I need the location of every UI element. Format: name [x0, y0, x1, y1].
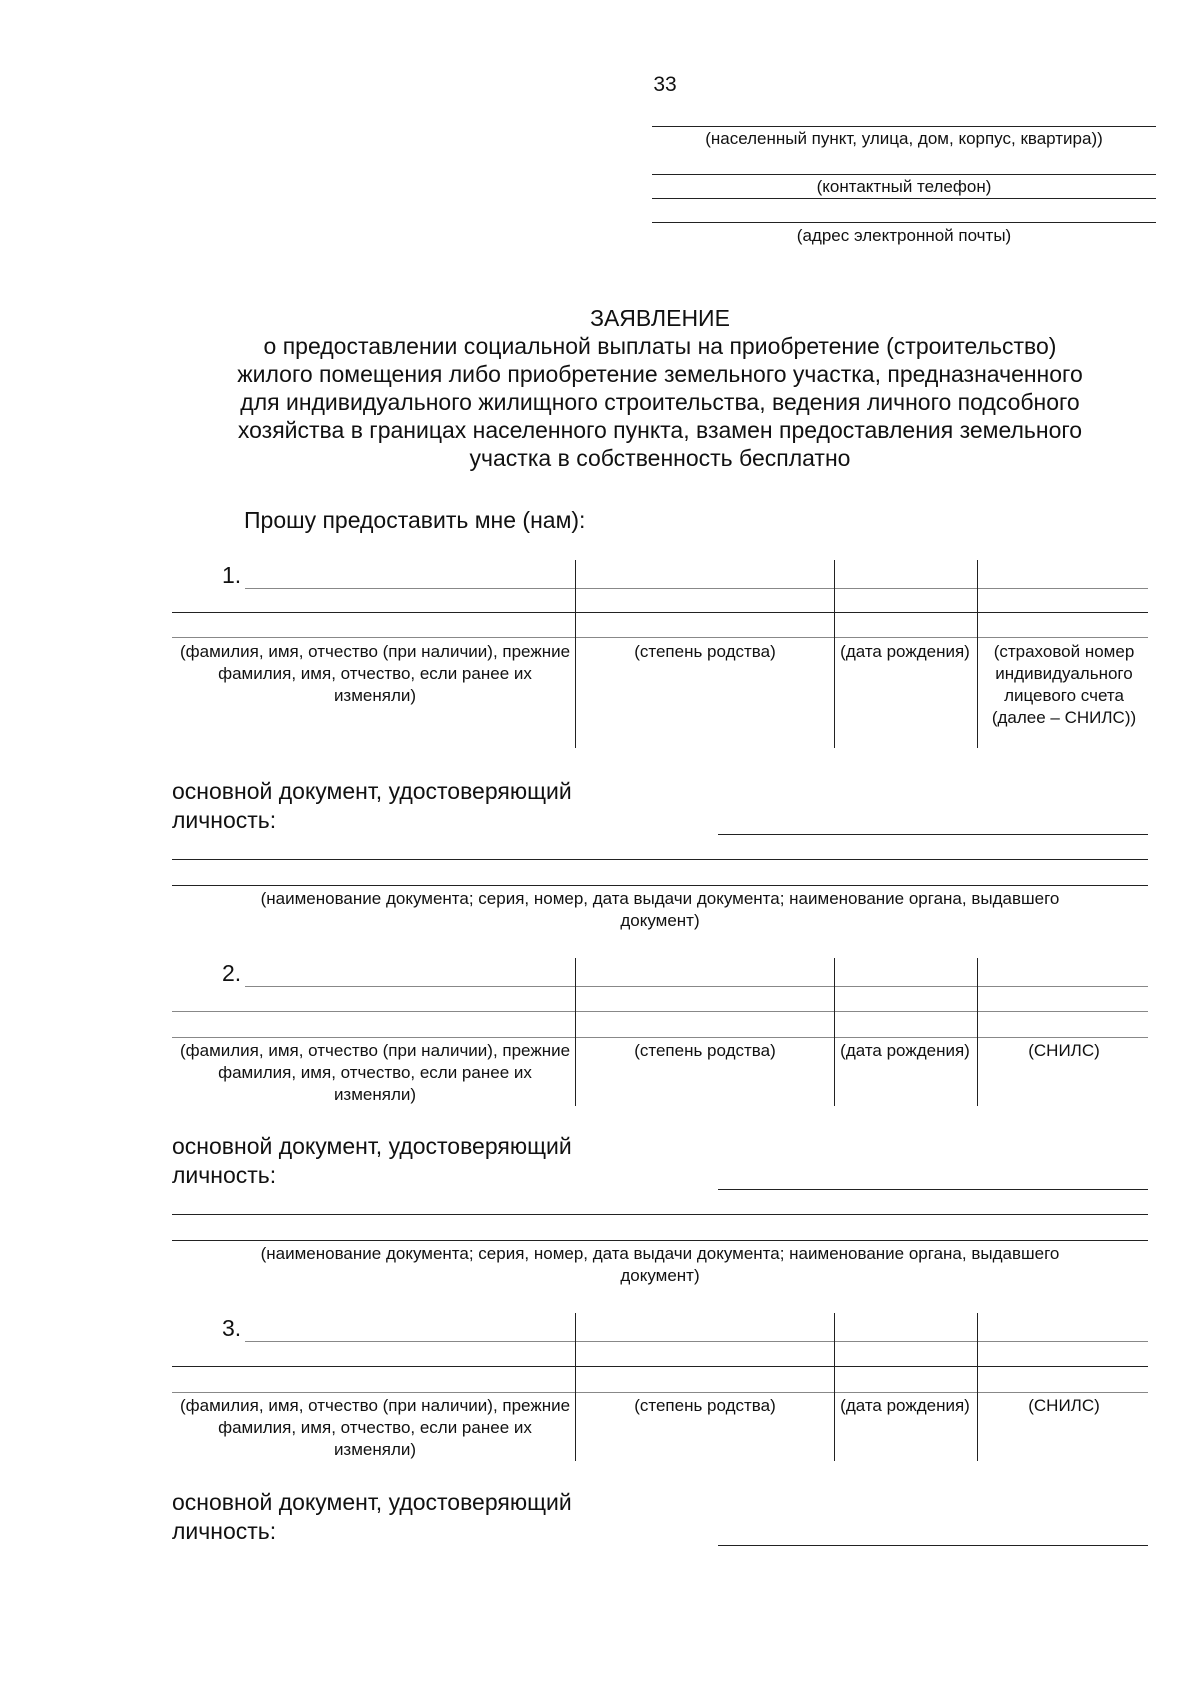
doc-label-1: основной документ, удостоверяющий [172, 1133, 572, 1159]
col-snils-caption: (СНИЛС) [1028, 1041, 1100, 1060]
relation-input-line[interactable] [576, 1341, 834, 1342]
title-line-5: участка в собственность бесплатно [469, 445, 851, 471]
doc-input-line[interactable] [718, 1189, 1148, 1190]
col-birth-caption: (дата рождения) [840, 642, 970, 661]
doc-caption: (наименование документа; серия, номер, дата выдачи документа; наименование органа, выдавшего документ) [260, 889, 1060, 930]
column-divider [575, 1313, 576, 1461]
col-birth-caption: (дата рождения) [840, 1041, 970, 1060]
column-divider [834, 1313, 835, 1461]
col-relation-caption: (степень родства) [634, 642, 776, 661]
doc-label-1: основной документ, удостоверяющий [172, 778, 572, 804]
row-line [172, 637, 1148, 638]
document-title [160, 304, 1160, 472]
doc-label-2: личность: [172, 1518, 277, 1544]
col-fio-caption: (фамилия, имя, отчество (при наличии), прежние фамилия, имя, отчество, если ранее их изменяли) [179, 1396, 571, 1459]
column-divider [977, 560, 978, 748]
title-line-1: о предоставлении социальной выплаты на приобретение (строительство) [263, 333, 1057, 359]
col-birth-caption: (дата рождения) [840, 1396, 970, 1415]
doc-label-2: личность: [172, 807, 277, 833]
title-line-2: жилого помещения либо приобретение земельного участка, предназначенного [237, 361, 1083, 387]
snils-input-line[interactable] [978, 986, 1148, 987]
col-snils-caption: (СНИЛС) [1028, 1396, 1100, 1415]
col-fio-caption: (фамилия, имя, отчество (при наличии), прежние фамилия, имя, отчество, если ранее их изменяли) [179, 642, 571, 705]
email-caption: (адрес электронной почты) [796, 226, 1012, 245]
column-divider [834, 560, 835, 748]
doc-input-line[interactable] [172, 885, 1148, 886]
address-field-line[interactable] [652, 126, 1156, 127]
fio-input-line[interactable] [245, 986, 575, 987]
snils-input-line[interactable] [978, 588, 1148, 589]
email-field-line[interactable] [652, 222, 1156, 223]
column-divider [977, 958, 978, 1106]
doc-input-line[interactable] [718, 834, 1148, 835]
person-number: 2. [222, 960, 242, 986]
title-line-4: хозяйства в границах населенного пункта, взамен предоставления земельного [237, 417, 1083, 443]
row-line [172, 1037, 1148, 1038]
row-line [172, 612, 1148, 613]
title-heading: ЗАЯВЛЕНИЕ [590, 305, 730, 331]
person-number: 1. [222, 562, 242, 588]
doc-input-line[interactable] [172, 1214, 1148, 1215]
doc-label-1: основной документ, удостоверяющий [172, 1489, 572, 1515]
fio-input-line[interactable] [245, 1341, 575, 1342]
birth-input-line[interactable] [835, 588, 977, 589]
fio-input-line[interactable] [245, 588, 575, 589]
doc-input-line[interactable] [718, 1545, 1148, 1546]
row-line [172, 1392, 1148, 1393]
page-number: 33 [653, 73, 677, 96]
row-line [172, 1011, 1148, 1012]
doc-caption: (наименование документа; серия, номер, дата выдачи документа; наименование органа, выдавшего документ) [260, 1244, 1060, 1285]
email-field-line-top [652, 198, 1156, 199]
snils-input-line[interactable] [978, 1341, 1148, 1342]
col-fio-caption: (фамилия, имя, отчество (при наличии), прежние фамилия, имя, отчество, если ранее их изменяли) [179, 1041, 571, 1104]
phone-caption: (контактный телефон) [816, 177, 992, 196]
birth-input-line[interactable] [835, 1341, 977, 1342]
relation-input-line[interactable] [576, 986, 834, 987]
relation-input-line[interactable] [576, 588, 834, 589]
col-snils-caption: (страховой номер индивидуального лицевого счета (далее – СНИЛС)) [991, 642, 1137, 727]
column-divider [977, 1313, 978, 1461]
col-relation-caption: (степень родства) [634, 1396, 776, 1415]
title-line-3: для индивидуального жилищного строительства, ведения личного подсобного [240, 389, 1080, 415]
address-caption: (населенный пункт, улица, дом, корпус, квартира)) [705, 129, 1103, 148]
request-text: Прошу предоставить мне (нам): [244, 507, 586, 533]
doc-input-line[interactable] [172, 1240, 1148, 1241]
col-relation-caption: (степень родства) [634, 1041, 776, 1060]
doc-input-line[interactable] [172, 859, 1148, 860]
doc-label-2: личность: [172, 1162, 277, 1188]
person-number: 3. [222, 1315, 242, 1341]
column-divider [834, 958, 835, 1106]
phone-field-line[interactable] [652, 174, 1156, 175]
column-divider [575, 958, 576, 1106]
row-line [172, 1366, 1148, 1367]
birth-input-line[interactable] [835, 986, 977, 987]
